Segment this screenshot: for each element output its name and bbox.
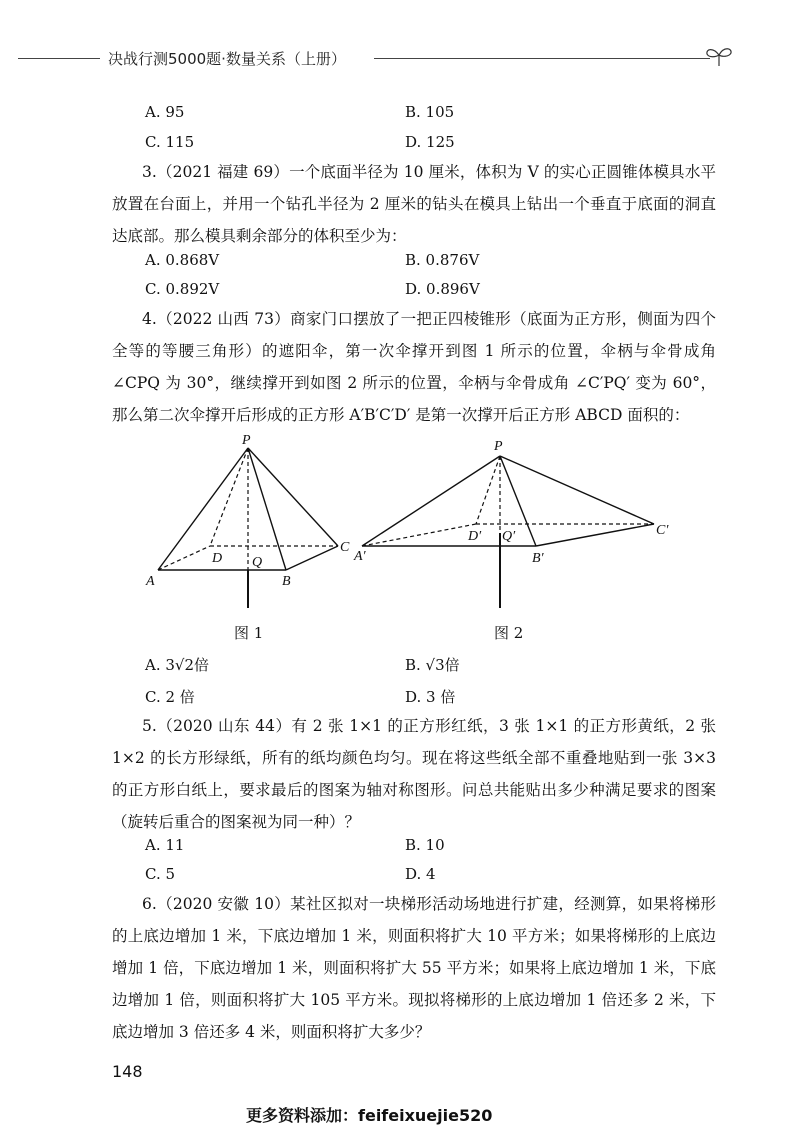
label-D2: D′ bbox=[468, 529, 482, 544]
q5-option-a: A. 11 bbox=[145, 836, 185, 854]
label-B: B bbox=[282, 574, 291, 589]
q3-option-a: A. 0.868V bbox=[145, 251, 220, 269]
label-P2: P bbox=[494, 439, 503, 454]
header-rule-right bbox=[374, 58, 710, 59]
label-Q: Q bbox=[252, 555, 263, 570]
figure-2-caption: 图 2 bbox=[494, 624, 524, 642]
q5-option-b: B. 10 bbox=[405, 836, 445, 854]
label-B2: B′ bbox=[532, 551, 544, 566]
page-number: 148 bbox=[112, 1062, 143, 1081]
q3-option-c: C. 0.892V bbox=[145, 280, 220, 298]
label-D: D bbox=[212, 551, 223, 566]
q4-option-d: D. 3 倍 bbox=[405, 688, 456, 706]
edge-PC bbox=[248, 448, 338, 546]
q2-option-c: C. 115 bbox=[145, 133, 195, 151]
q4-option-c: C. 2 倍 bbox=[145, 688, 195, 706]
label-C: C bbox=[340, 540, 350, 555]
q3-option-d: D. 0.896V bbox=[405, 280, 480, 298]
q4-stem: 4.（2022 山西 73）商家门口摆放了一把正四棱锥形（底面为正方形，侧面为四个全等的等腰三角形）的遮阳伞，第一次伞撑开到图 1 所示的位置，伞柄与伞骨成角 ∠CPQ 为 30°，继续撑开到如图 2 所示的位置，伞柄与伞骨成角 ∠C′PQ′ 变为 60°，那么第二次伞撑开后形成的正方形 A′B′C′D′ 是第一次撑开后正方形 ABCD 面积的： bbox=[112, 310, 716, 424]
footer-note: 更多资料添加：feifeixuejie520 bbox=[246, 1106, 493, 1125]
q2-option-a: A. 95 bbox=[145, 103, 185, 121]
q2-option-b: B. 105 bbox=[405, 103, 455, 121]
q5-option-c: C. 5 bbox=[145, 865, 176, 883]
label-A: A bbox=[146, 574, 155, 589]
sprout-icon bbox=[704, 44, 734, 68]
q3-option-b: B. 0.876V bbox=[405, 251, 480, 269]
q5-option-d: D. 4 bbox=[405, 865, 436, 883]
figure-1-caption: 图 1 bbox=[234, 624, 264, 642]
hidden-edge-PD2 bbox=[476, 456, 500, 524]
q5-stem: 5.（2020 山东 44）有 2 张 1×1 的正方形红纸，3 张 1×1 的正方形黄纸，2 张 1×2 的长方形绿纸，所有的纸均颜色均匀。现在将这些纸全部不重叠地贴到一张 3×3 的正方形白纸上，要求最后的图案为轴对称图形。问总共能贴出多少种满足要求的图案（旋转后重合的图案视为同一种）？ bbox=[112, 717, 716, 831]
q3-stem: 3.（2021 福建 69）一个底面半径为 10 厘米，体积为 V 的实心正圆锥体模具水平放置在台面上，并用一个钻孔半径为 2 厘米的钻头在模具上钻出一个垂直于底面的洞直达底部。那么模具剩余部分的体积至少为： bbox=[112, 163, 716, 245]
label-P: P bbox=[242, 433, 251, 448]
label-C2: C′ bbox=[656, 523, 669, 538]
edge-PB bbox=[248, 448, 286, 570]
q4-option-a: A. 3√2倍 bbox=[145, 656, 210, 674]
book-title: 决战行测5000题·数量关系（上册） bbox=[108, 50, 346, 68]
header-rule-left bbox=[18, 58, 100, 59]
q2-option-d: D. 125 bbox=[405, 133, 455, 151]
edge-BC2 bbox=[536, 524, 654, 546]
hidden-edge-AD bbox=[158, 546, 210, 570]
hidden-edge-PD bbox=[210, 448, 248, 546]
running-header bbox=[18, 42, 718, 72]
edge-BC bbox=[286, 546, 338, 570]
q6-stem: 6.（2020 安徽 10）某社区拟对一块梯形活动场地进行扩建，经测算，如果将梯形的上底边增加 1 米，下底边增加 1 米，则面积将扩大 10 平方米；如果将梯形的上底边增加 1 倍，下底边增加 1 米，则面积将扩大 55 平方米；如果将上底边增加 1 米，下底边增加 1 倍，则面积将扩大 105 平方米。现拟将梯形的上底边增加 1 倍还多 2 米，下底边增加 3 倍还多 4 米，则面积将扩大多少？ bbox=[112, 895, 716, 1041]
label-A2: A′ bbox=[354, 549, 366, 564]
figure-1-pyramid bbox=[140, 433, 360, 608]
edge-PA bbox=[158, 448, 248, 570]
q4-option-b: B. √3倍 bbox=[405, 656, 460, 674]
label-Q2: Q′ bbox=[502, 529, 516, 544]
figure-2-pyramid bbox=[350, 439, 690, 608]
